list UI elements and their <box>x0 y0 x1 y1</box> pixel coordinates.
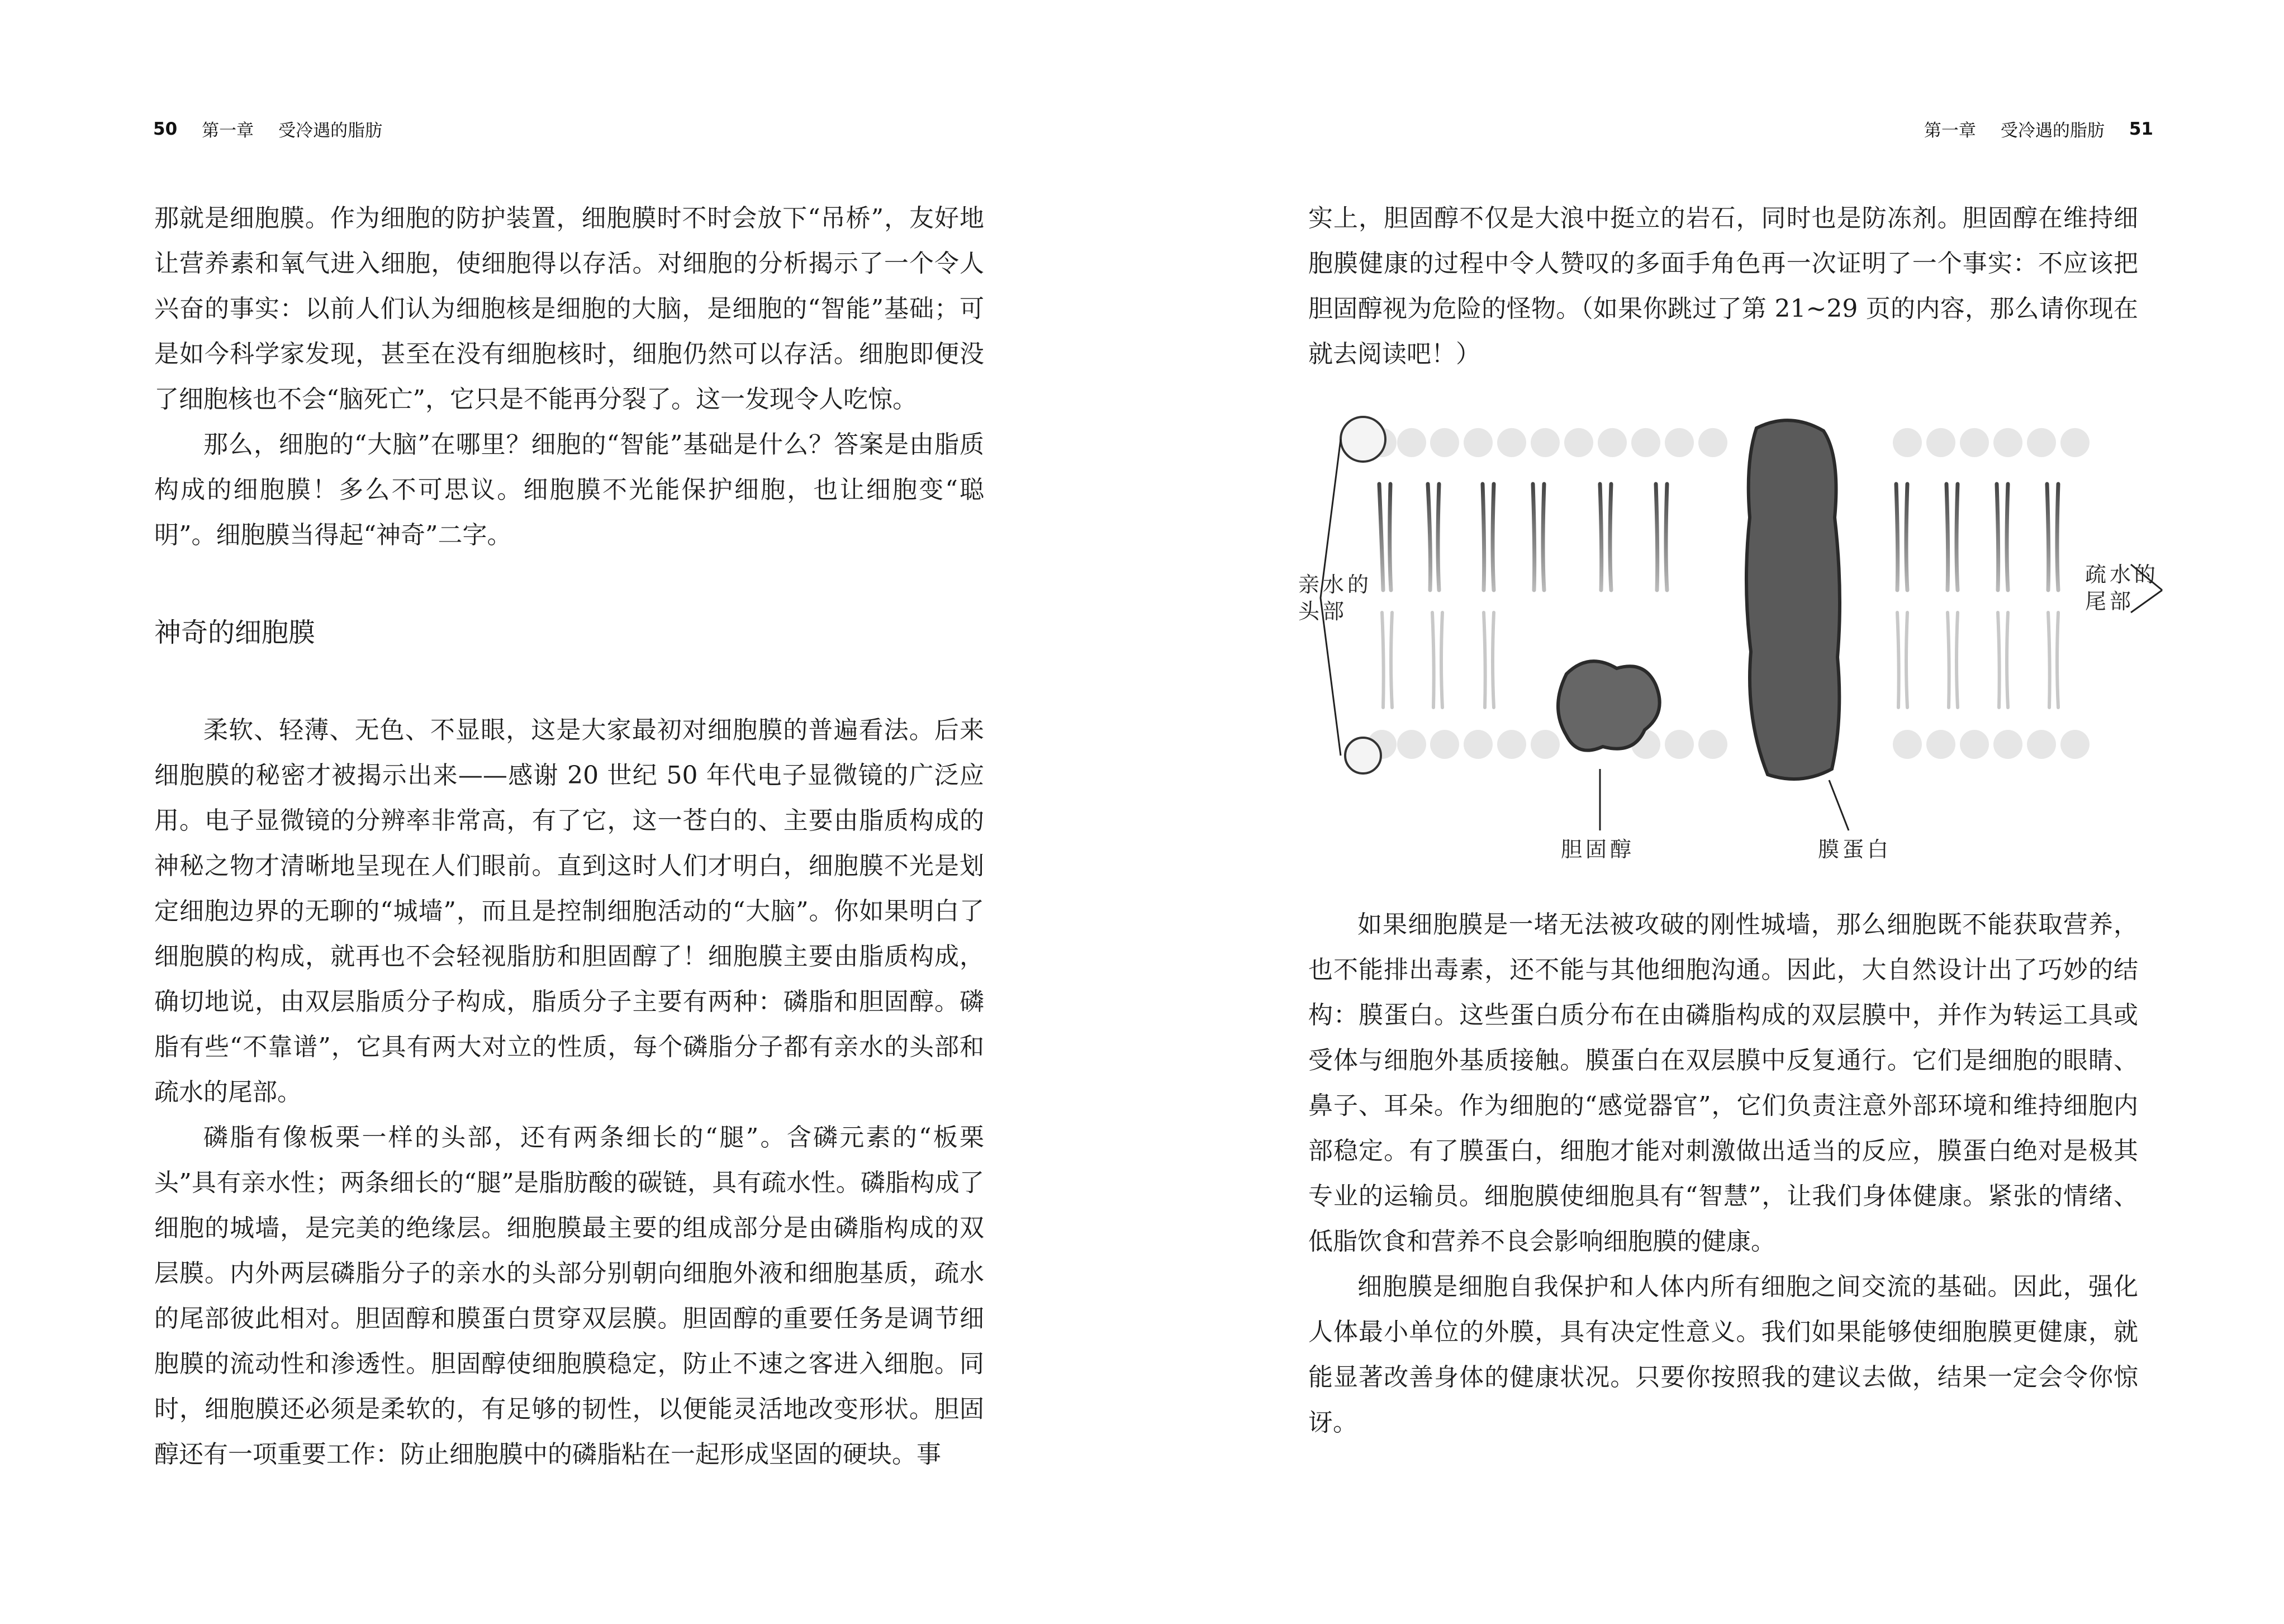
right-page-top-text <box>1308 196 2138 377</box>
phospholipid-tails-lower <box>1382 612 2058 707</box>
phospholipid-heads-top <box>1348 425 2090 457</box>
label-brackets <box>1321 439 2162 830</box>
paragraph: 实上，胆固醇不仅是大浪中挺立的岩石，同时也是防冻剂。胆固醇在维持细胞膜健康的过程中令人赞叹的多面手角色再一次证明了一个事实：不应该把胆固醇视为危险的怪物。（如果你跳过了第 21~29 页的内容，那么请你现在就去阅读吧！） <box>1308 204 2138 368</box>
page-number: 51 <box>2129 118 2153 139</box>
cell-membrane-figure <box>1298 406 2209 875</box>
figure-label-hydrophobic-tail: 疏水的 尾部 <box>2085 562 2159 614</box>
paragraph: 柔软、轻薄、无色、不显眼，这是大家最初对细胞膜的普遍看法。后来细胞膜的秘密才被揭示出来——感谢 20 世纪 50 年代电子显微镜的广泛应用。电子显微镜的分辨率非常高，有了它，这一苍白的、主要由脂质构成的神秘之物才清晰地呈现在人们眼前。直到这时人们才明白，细胞膜不光是划定细胞边界的无聊的“城墙”，而且是控制细胞活动的“大脑”。你如果明白了细胞膜的构成，就再也不会轻视脂肪和胆固醇了！细胞膜主要由脂质构成，确切地说，由双层脂质分子构成，脂质分子主要有两种：磷脂和胆固醇。磷脂有些“不靠谱”，它具有两大对立的性质，每个磷脂分子都有亲水的头部和疏水的尾部。 <box>154 716 984 1107</box>
paragraph: 细胞膜是细胞自我保护和人体内所有细胞之间交流的基础。因此，强化人体最小单位的外膜，具有决定性意义。我们如果能够使细胞膜更健康，就能显著改善身体的健康状况。只要你按照我的建议去做，结果一定会令你惊讶。 <box>1308 1272 2138 1437</box>
chapter-title: 受冷遇的脂肪 <box>2000 121 2105 141</box>
chapter-label: 第一章 <box>202 121 254 141</box>
right-page-header <box>1924 116 2153 141</box>
chapter-label: 第一章 <box>1924 121 1976 141</box>
phospholipid-heads-bottom <box>1367 730 2090 759</box>
membrane-illustration <box>1298 406 2209 875</box>
figure-label-cholesterol: 胆固醇 <box>1561 837 1635 862</box>
right-page <box>1142 0 2284 1624</box>
figure-label-membrane-protein: 膜蛋白 <box>1818 837 1892 862</box>
phospholipid-tails <box>1379 484 2058 590</box>
membrane-protein-shape <box>1746 420 1840 779</box>
chapter-title: 受冷遇的脂肪 <box>278 121 383 141</box>
paragraph: 那么，细胞的“大脑”在哪里？细胞的“智能”基础是什么？答案是由脂质构成的细胞膜！多么不可思议。细胞膜不光能保护细胞，也让细胞变“聪明”。细胞膜当得起“神奇”二字。 <box>154 430 984 549</box>
left-page-header <box>153 116 382 141</box>
section-heading: 神奇的细胞膜 <box>154 617 316 648</box>
page-number: 50 <box>153 118 178 139</box>
left-page-body <box>154 196 984 1477</box>
paragraph: 如果细胞膜是一堵无法被攻破的刚性城墙，那么细胞既不能获取营养，也不能排出毒素，还不能与其他细胞沟通。因此，大自然设计出了巧妙的结构：膜蛋白。这些蛋白质分布在由磷脂构成的双层膜中，并作为转运工具或受体与细胞外基质接触。膜蛋白在双层膜中反复通行。它们是细胞的眼睛、鼻子、耳朵。作为细胞的“感觉器官”，它们负责注意外部环境和维持细胞内部稳定。有了膜蛋白，细胞才能对刺激做出适当的反应，膜蛋白绝对是极其专业的运输员。细胞膜使细胞具有“智慧”，让我们身体健康。紧张的情绪、低脂饮食和营养不良会影响细胞膜的健康。 <box>1308 910 2138 1256</box>
figure-label-hydrophilic-head: 亲水的 头部 <box>1298 572 1373 624</box>
paragraph: 磷脂有像板栗一样的头部，还有两条细长的“腿”。含磷元素的“板栗头”具有亲水性；两条细长的“腿”是脂肪酸的碳链，具有疏水性。磷脂构成了细胞的城墙，是完美的绝缘层。细胞膜最主要的组成部分是由磷脂构成的双层膜。内外两层磷脂分子的亲水的头部分别朝向细胞外液和细胞基质，疏水的尾部彼此相对。胆固醇和膜蛋白贯穿双层膜。胆固醇的重要任务是调节细胞膜的流动性和渗透性。胆固醇使细胞膜稳定，防止不速之客进入细胞。同时，细胞膜还必须是柔软的，有足够的韧性，以便能灵活地改变形状。胆固醇还有一项重要工作：防止细胞膜中的磷脂粘在一起形成坚固的硬块。事 <box>154 1123 984 1469</box>
paragraph: 那就是细胞膜。作为细胞的防护装置，细胞膜时不时会放下“吊桥”，友好地让营养素和氧气进入细胞，使细胞得以存活。对细胞的分析揭示了一个令人兴奋的事实：以前人们认为细胞核是细胞的大脑，是细胞的“智能”基础；可是如今科学家发现，甚至在没有细胞核时，细胞仍然可以存活。细胞即便没了细胞核也不会“脑死亡”，它只是不能再分裂了。这一发现令人吃惊。 <box>154 204 984 414</box>
right-page-bottom-text <box>1308 902 2138 1445</box>
